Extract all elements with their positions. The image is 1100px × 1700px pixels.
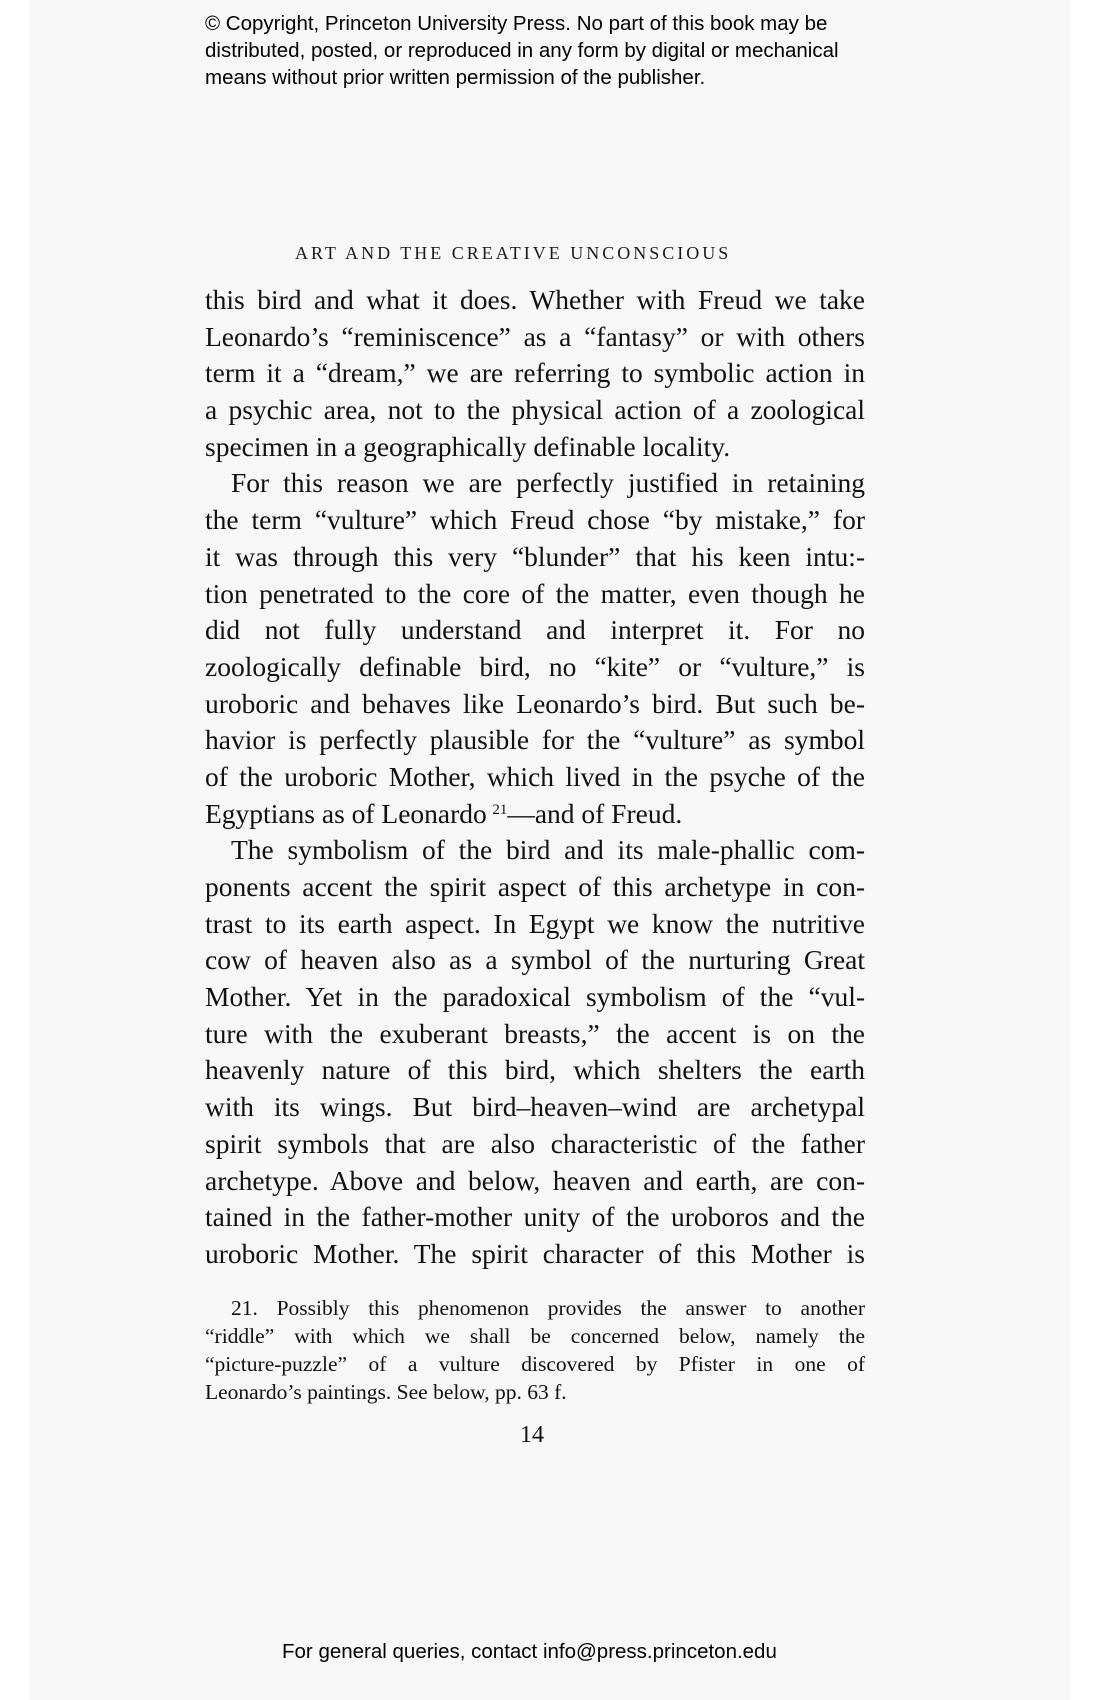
footnote-line: “riddle” with which we shall be concerned below, namely the	[205, 1324, 865, 1348]
text-line: For this reason we are perfectly justified in retaining	[231, 467, 865, 499]
text-line: term it a “dream,” we are referring to symbolic action in	[205, 357, 865, 389]
text-line: this bird and what it does. Whether with Freud we take	[205, 284, 865, 315]
text-fragment: —and of Freud.	[507, 797, 683, 829]
footnote-line: “picture-puzzle” of a vulture discovered by Pfister in one of	[205, 1352, 865, 1376]
copyright-line: means without prior written permission of the publisher.	[205, 66, 706, 89]
footnote-line: Leonardo’s paintings. See below, pp. 63 f.	[205, 1380, 567, 1404]
text-line: spirit symbols that are also characteristic of the father	[205, 1127, 865, 1159]
text-line: uroboric and behaves like Leonardo’s bird. But such be-	[205, 687, 865, 719]
text-line: Leonardo’s “reminiscence” as a “fantasy” or with others	[205, 320, 865, 352]
footnote-reference[interactable]: 21	[492, 801, 508, 818]
text-line: zoologically definable bird, no “kite” or “vulture,” is	[205, 650, 865, 682]
text-line	[205, 796, 865, 833]
copyright-line: © Copyright, Princeton University Press. No part of this book may be	[205, 12, 828, 35]
text-line: of the uroboric Mother, which lived in the psyche of the	[205, 760, 865, 792]
body-text	[205, 282, 865, 1273]
footnote	[205, 1294, 865, 1406]
text-line: tained in the father-mother unity of the uroboros and the	[205, 1201, 865, 1233]
text-fragment: Egyptians as of Leonardo	[205, 797, 487, 829]
page-number: 14	[520, 1422, 544, 1448]
footnote-line: 21. Possibly this phenomenon provides the answer to another	[231, 1296, 865, 1320]
text-line: it was through this very “blunder” that his keen intu:-	[205, 540, 865, 572]
running-head: ART AND THE CREATIVE UNCONSCIOUS	[295, 243, 732, 263]
copyright-line: distributed, posted, or reproduced in any form by digital or mechanical	[205, 39, 839, 62]
text-line: the term “vulture” which Freud chose “by mistake,” for	[205, 504, 865, 536]
text-line: with its wings. But bird–heaven–wind are archetypal	[205, 1091, 865, 1123]
text-line: havior is perfectly plausible for the “vulture” as symbol	[205, 724, 865, 756]
text-line: The symbolism of the bird and its male-phallic com-	[231, 834, 865, 866]
text-line: trast to its earth aspect. In Egypt we know the nutritive	[205, 907, 865, 939]
text-line: specimen in a geographically definable locality.	[205, 430, 731, 462]
text-line: archetype. Above and below, heaven and earth, are con-	[205, 1164, 865, 1196]
contact-notice: For general queries, contact info@press.princeton.edu	[282, 1640, 777, 1663]
text-line: cow of heaven also as a symbol of the nurturing Great	[205, 944, 865, 976]
text-line: a psychic area, not to the physical action of a zoological	[205, 394, 865, 426]
text-line: ture with the exuberant breasts,” the accent is on the	[205, 1017, 865, 1049]
text-line: Mother. Yet in the paradoxical symbolism of the “vul-	[205, 981, 865, 1013]
text-line: ponents accent the spirit aspect of this archetype in con-	[205, 871, 865, 902]
text-line: tion penetrated to the core of the matter, even though he	[205, 577, 865, 609]
text-line: uroboric Mother. The spirit character of this Mother is	[205, 1237, 865, 1269]
text-line: heavenly nature of this bird, which shelters the earth	[205, 1054, 865, 1086]
copyright-notice	[205, 10, 925, 91]
text-line: did not fully understand and interpret it. For no	[205, 614, 865, 646]
